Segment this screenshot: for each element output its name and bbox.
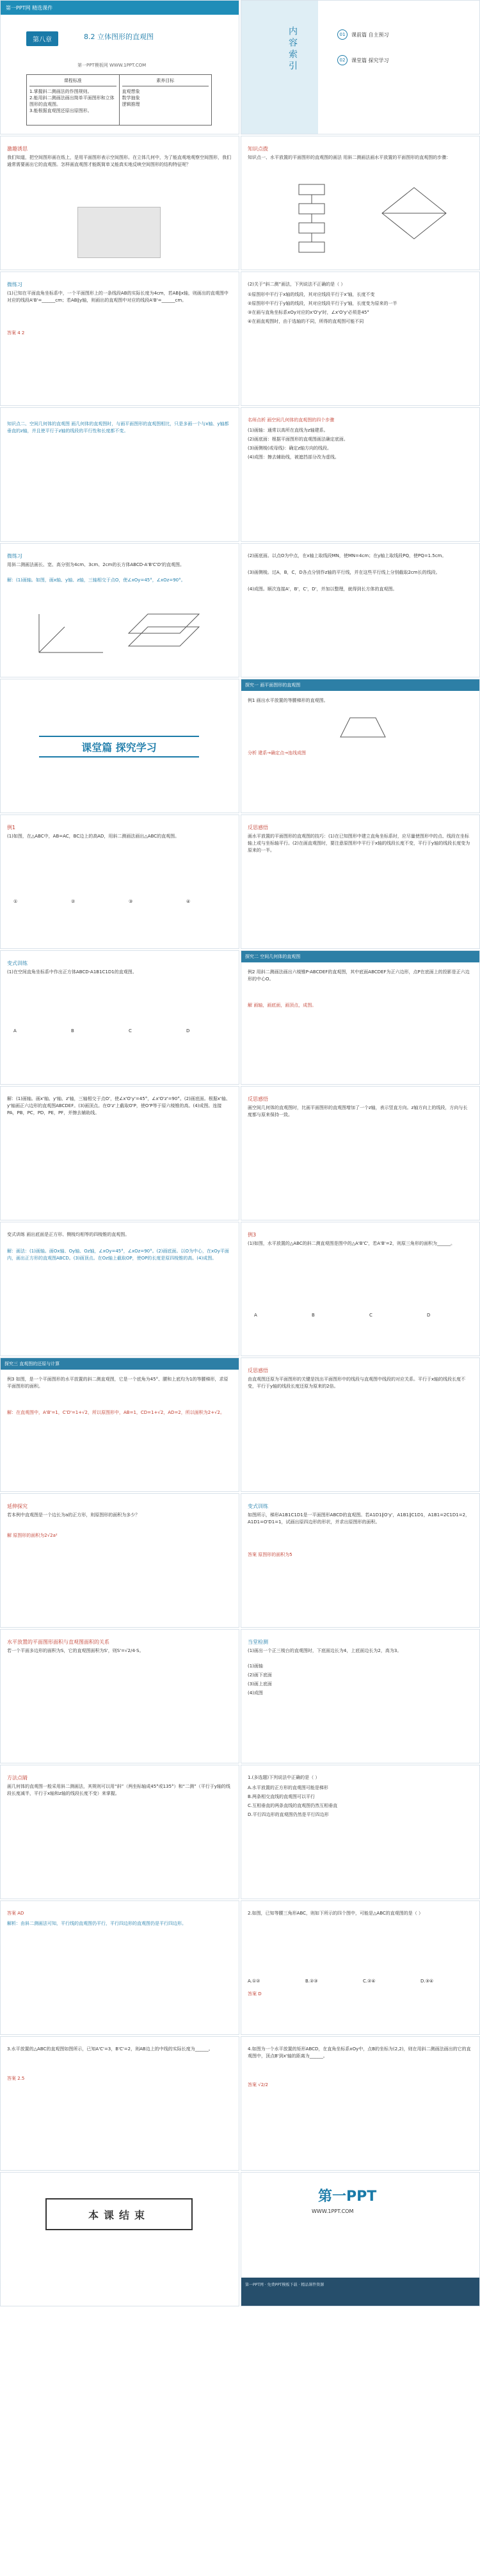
analysis-value: 建系→确定点→连线成图: [258, 750, 306, 756]
slide-text: 例2 用斜二测画法画出六棱锥P-ABCDEF的直观图，其中底面ABCDEF为正六边形，点P在底面上的投影是正六边形的中心O。: [248, 969, 470, 982]
slide-check: [241, 1629, 480, 1763]
slide-quiz-1: [241, 1765, 480, 1899]
toc-label: 课前篇 自主预习: [351, 31, 389, 38]
option: ④: [186, 899, 191, 904]
row-2: [0, 136, 480, 270]
option: D: [186, 1028, 190, 1033]
section-banner: 课堂篇 探究学习: [39, 736, 199, 757]
slide-label: 当堂检测: [248, 1639, 268, 1645]
option: B.两条相交直线的直观图可以平行: [248, 1794, 316, 1799]
analysis-label: 分析: [248, 750, 257, 756]
slide-text: 画空间几何体的直观图时，比画平面图形的直观图增加了一个z轴，表示竖直方向。z轴方向上的线段，方向与长度都与原来保持一致。: [248, 1105, 468, 1117]
slide-text: 3.水平放置的△ABC的直观图如图所示，已知A'C'=3，B'C'=2，则AB边上的中线的实际长度为______。: [7, 2046, 213, 2052]
ppt-url[interactable]: WWW.1PPT.COM: [312, 2208, 354, 2214]
option: ①原图形中平行于x轴的线段，其对应线段平行于x'轴，长度不变: [248, 292, 375, 297]
option: D.平行四边形的直观图仍然是平行四边形: [248, 1812, 329, 1817]
option: A.水平放置的正方形的直观图可能是梯形: [248, 1785, 328, 1790]
row-7: [0, 814, 480, 949]
slide-text: 解析：由斜二测画法可知，平行线的直观图仍平行，平行四边形的直观图仍是平行四边形。: [7, 1921, 186, 1926]
slide-text: 由直观图还原为平面图形的关键是找出平面图形中的线段与直观图中线段的对应关系。平行于x轴的线段长度不变，平行于y轴的线段长度还原为原来的2倍。: [248, 1377, 466, 1389]
slide-banner-classroom: [0, 679, 239, 813]
slide-variant-2: [0, 1222, 239, 1356]
option: ③: [129, 899, 133, 904]
step: (3)画上底面: [248, 1681, 272, 1687]
option: B: [71, 1028, 74, 1033]
row-8: [0, 950, 480, 1085]
answer-value: 原图形的面积为5: [258, 1552, 292, 1557]
row-12: [0, 1493, 480, 1628]
slide-sub: 解：(1)画轴。如图，画x轴、y轴、z轴，三轴相交于点O，使∠xOy=45°，∠xOz=90°。: [7, 578, 186, 583]
slide-quiz-4: [241, 2036, 480, 2171]
objective-item: 直观想象: [122, 89, 140, 94]
step: (3)画侧棱(或母线)：确定z轴方向的线段。: [248, 446, 332, 451]
slide-text: (1)如图，在△ABC中，AB=AC，BC边上的高AD，用斜二测画法画出△ABC的直观图。: [7, 834, 180, 839]
row-16: [0, 2036, 480, 2171]
option: C: [369, 1313, 372, 1318]
slide-label: 例1: [7, 825, 16, 830]
slide-motivation: [0, 136, 239, 270]
slide-area-relation: [0, 1629, 239, 1763]
answer: 解：在直观图中，A'B'=1，C'D'=1+√2，所以原图形中，AB=1，CD=1+√2，AD=2，所以面积为2+√2。: [7, 1410, 225, 1415]
answer: [7, 1910, 24, 1917]
photo-placeholder: [77, 207, 161, 258]
option: D: [427, 1313, 431, 1318]
slide-variant-1: [0, 950, 239, 1085]
slide-text: 知识点二、空间几何体的直观图 画几何体的直观图时，与画平面图形的直观图相比，只是多画一个与x轴、y轴都垂直的z轴，并且使平行于z轴的线段的平行性和长度都不变。: [7, 421, 229, 433]
answer-label: 答案: [248, 1991, 257, 1997]
slide-text: 知识点一、水平放置的平面图形的直观图的画法 用斜二测画法画水平放置的平面图形的直观图的步骤：: [248, 155, 451, 160]
answer-value: 原图形的面积为2√2a²: [13, 1533, 58, 1538]
answer: [248, 1991, 262, 1998]
slide-text: 画水平放置的平面图形的直观图的技巧：(1)在已知图形中建立直角坐标系时，应尽量使图形中的点、线段在坐标轴上或与坐标轴平行。(2)在画直观图时，要注意原图形中平行于x轴的线段长度不变，平行于y轴的线段长度变为原来的一半。: [248, 834, 470, 853]
slide-example-3: [241, 1222, 480, 1356]
chapter-tag: 第八章: [26, 31, 58, 46]
row-4: [0, 407, 480, 542]
option: ②原图形中平行于y轴的线段，其对应线段平行于y'轴，长度变为原来的一半: [248, 301, 397, 306]
slide-text: 我们知道，把空间图形画在纸上，是用平面图形表示空间图形。在立体几何中，为了能直观地观察空间图形，我们通常需要画出它的直观图。怎样画直观图才能既简单又能真实地反映空间图形的结构特征呢？: [7, 155, 231, 167]
row-13: [0, 1629, 480, 1763]
diamond-figure: [369, 181, 459, 258]
slide-label: 变式训练: [7, 960, 28, 966]
slide-extend: [0, 1493, 239, 1628]
option: A.①②: [248, 1979, 260, 1984]
slide-practice-1: [0, 271, 239, 406]
slide-solution-1: [0, 1086, 239, 1220]
section-header: 探究一 画平面图形的直观图: [241, 679, 479, 691]
option: ④在画直观图时，由于选轴的不同，所得的直观图可能不同: [248, 319, 364, 324]
slide-text: 解：(1)画轴。画x'轴、y'轴、z'轴，三轴相交于点O'，使∠x'O'y'=45°，∠x'O'z'=90°。(2)画底面。根据x'轴、y'轴画正六边形的直观图ABCDEF。(3)画顶点。在O'z'上截取O'P，使O'P等于原六棱锥的高。(4)成图。连接PA，PB，PC，PD，PE，PF，并擦去辅助线。: [7, 1096, 230, 1115]
slide-label: 延伸探究: [7, 1503, 28, 1509]
slide-method: [0, 1765, 239, 1899]
slide-quiz-2: [241, 1900, 480, 2035]
answer: [248, 2082, 268, 2089]
option: C: [129, 1028, 132, 1033]
option: C.②④: [363, 1979, 376, 1984]
option: ①: [13, 899, 18, 904]
step: (3)画侧棱。过A，B，C，D各点分别作z轴的平行线，并在这些平行线上分别截取2cm长的线段。: [248, 570, 440, 575]
slide-quiz-1-answer: [0, 1900, 239, 2035]
step: (2)画下底面: [248, 1673, 272, 1678]
brand-bar: 第一PPT网 精选课件: [1, 1, 239, 15]
slide-text: 4.如图为一个水平放置的矩形ABCD，在直角坐标系xOy中，点B的坐标为(2,2)，则在用斜二测画法画出的它的直观图中，顶点B'到x'轴的距离为______。: [248, 2046, 471, 2059]
answer-label: 解: [248, 1003, 252, 1008]
slide-practice-3: [0, 543, 239, 677]
answer-label: 答案: [7, 1911, 16, 1916]
option: D.③④: [420, 1979, 434, 1984]
toc-panel: [241, 1, 318, 134]
row-6: [0, 679, 480, 813]
flowchart-figure: [267, 181, 356, 258]
step: (4)成图: [248, 1690, 263, 1696]
slide-title-text: 8.2 立体图形的直观图: [84, 33, 154, 41]
toc-item-1[interactable]: [337, 29, 389, 40]
slide-label: 知识点拨: [248, 146, 268, 152]
slide-text: 例1 画出水平放置的等腰梯形的直观图。: [248, 698, 328, 703]
slide-label: 方法点睛: [7, 1775, 28, 1781]
row-15: [0, 1900, 480, 2035]
answer: [7, 1532, 58, 1539]
slide-example-1: [0, 814, 239, 949]
option: C.互相垂直的两条直线的直观图仍然互相垂直: [248, 1803, 338, 1808]
step: (4)成图。顺次连接A'，B'，C'，D'，并加以整理，就得到长方体的直观图。: [248, 587, 397, 592]
slide-text: 用斜二测画法画长、宽、高分别为4cm、3cm、2cm的长方体ABCD-A'B'C'D'的直观图。: [7, 562, 185, 567]
slide-steps-2: [241, 543, 480, 677]
row-10: [0, 1222, 480, 1356]
row-9: [0, 1086, 480, 1220]
option: ③在画与直角坐标系xOy对应的x'O'y'时，∠x'O'y'必须是45°: [248, 310, 369, 315]
slide-steps: [241, 407, 480, 542]
slide-label: 激趣诱思: [7, 146, 28, 152]
row-17: [0, 2172, 480, 2306]
slide-text: (1)在空间直角坐标系中作出正方体ABCD-A1B1C1D1的直观图。: [7, 969, 137, 975]
slide-text: (2)关于“斜二测”画法，下列说法不正确的是（ ）: [248, 282, 346, 287]
objectives-right: [120, 75, 212, 125]
slide-sub: 解：画法：(1)画轴。画Ox轴、Oy轴、Oz轴，∠xOy=45°，∠xOz=90°。(2)画底面。以O为中心，在xOy平面内，画出正方形的直观图ABCD。(3)画顶点。在Oz轴上截取OP，使OP的长度是原四棱锥的高。(4)成图。: [7, 1249, 229, 1261]
ppt-logo: 第一PPT: [318, 2189, 377, 2205]
objectives-right-header: 素养目标: [122, 77, 209, 86]
row-1: [0, 0, 480, 134]
slide-label: 反思感悟: [248, 1096, 268, 1102]
option: A: [254, 1313, 257, 1318]
slide-label: 变式训练: [248, 1503, 268, 1509]
objective-item: 3.能根据直观图还原出原图形。: [29, 108, 92, 113]
answer: [248, 1551, 292, 1559]
answer: [7, 330, 24, 337]
answer-value: 画轴，画底面，画顶点，成图。: [253, 1003, 317, 1008]
slide-text: (1)已知在平面直角坐标系中，一个平面图形上的一条线段AB的实际长度为4cm，若AB∥x轴，则画出的直观图中对应的线段A'B'=______cm；若AB∥y轴，则画出的直观图中对应的线段A'B'=______cm。: [7, 291, 228, 303]
answer-value: AD: [17, 1911, 24, 1916]
slide-text: (1)如图，水平放置的△ABC的斜二测直观图是图中的△A'B'C'，若A'B'=2，则原三角形的面积为______。: [248, 1241, 456, 1246]
answer-value: 2.5: [17, 2076, 25, 2081]
slide-reflect-1: [241, 814, 480, 949]
objective-item: 1.掌握斜二测画法的作图规则。: [29, 89, 92, 94]
slide-practice-2: [241, 271, 480, 406]
section-header: 探究二 空间几何体的直观图: [241, 951, 479, 962]
section-header: 探究三 直观图的还原与计算: [1, 1358, 239, 1370]
slide-text: 名师点析 画空间几何体的直观图的四个步骤: [248, 417, 335, 423]
trapezoid-figure: [337, 711, 388, 743]
brand-footer: 第一PPT网 · 免费PPT模板下载 · 精品课件资源: [241, 2278, 479, 2306]
slide-quiz-3: [0, 2036, 239, 2171]
row-5: [0, 543, 480, 677]
answer-label: 答案: [7, 330, 16, 336]
row-3: [0, 271, 480, 406]
slide-text: 画几何体的直观图一般采用斜二测画法，其规则可以用“斜”（两坐标轴成45°或135°）和“二测”（平行于y轴的线段长度减半，平行于x轴和z轴的线段长度不变）来掌握。: [7, 1784, 230, 1796]
slide-toc: [241, 0, 480, 134]
answer-label: 答案: [248, 1552, 257, 1557]
toc-item-2[interactable]: [337, 55, 389, 65]
slide-end: [0, 2172, 239, 2306]
step: (1)画轴：通常以高所在直线为z轴建系。: [248, 428, 328, 433]
slide-text: 若一个平面多边形的面积为S，它的直观图面积为S'，则S'=√2/4·S。: [7, 1648, 144, 1653]
answer-label: 解: [7, 1533, 12, 1538]
answer-label: 答案: [7, 2076, 16, 2081]
objectives-left-header: 课程标准: [29, 77, 116, 86]
option: ②: [71, 899, 76, 904]
answer-value: D: [258, 1991, 262, 1997]
slide-text: (1)画出一个正三棱台的直观图时，下底面边长为4，上底面边长为2，高为3。: [248, 1648, 402, 1653]
slide-reflect-3: [241, 1357, 480, 1492]
slide-knowledge-2: [0, 407, 239, 542]
objectives-table: [26, 74, 212, 126]
objective-item: 2.能用斜二测画法画出简单平面图形和立体图形的直观图。: [29, 95, 115, 107]
objective-item: 数学抽象: [122, 95, 140, 101]
objectives-left: [27, 75, 120, 125]
slide-label: 水平放置的平面图形面积与直观图面积的关系: [7, 1639, 109, 1645]
slide-reflect-2: [241, 1086, 480, 1220]
slide-explore-2: [241, 950, 480, 1085]
toc-num: 01: [337, 29, 348, 40]
slide-label: 反思感悟: [248, 825, 268, 830]
slide-text: 如图所示，梯形A1B1C1D1是一平面图形ABCD的直观图。若A1D1∥O'y'，A1B1∥C1D1，A1B1=2C1D1=2，A1D1=O'D1=1，试画出原四边形的形状，并求出原图形的面积。: [248, 1512, 470, 1525]
slide-label: 反思感悟: [248, 1368, 268, 1373]
slide-variant-3: [241, 1493, 480, 1628]
end-banner: 本课结束: [45, 2198, 193, 2230]
slide-label: 微练习: [7, 553, 22, 559]
row-11: [0, 1357, 480, 1492]
option: B: [312, 1313, 315, 1318]
step: (1)画轴: [248, 1664, 263, 1669]
answer-value: √2/2: [258, 2082, 268, 2087]
slide-title: [0, 0, 239, 134]
objective-item: 逻辑推理: [122, 102, 140, 107]
answer-value: 4 2: [17, 330, 25, 336]
answer: [7, 2075, 24, 2082]
answer: [248, 1002, 316, 1009]
slide-label: 例3: [248, 1232, 257, 1238]
slide-explore-3: [0, 1357, 239, 1492]
answer-label: 答案: [248, 2082, 257, 2087]
analysis: [248, 750, 306, 757]
slide-text: 1.(多选题)下列说法中正确的是（ ）: [248, 1775, 320, 1780]
toc-num: 02: [337, 55, 348, 65]
template-link[interactable]: 第一PPT模板网 WWW.1PPT.COM: [77, 63, 147, 68]
axis-figure: [26, 608, 205, 665]
slide-brand: [241, 2172, 480, 2306]
option: B.②③: [305, 1979, 318, 1984]
row-14: [0, 1765, 480, 1899]
step: (2)画底面：根据平面图形的直观图画法确定底面。: [248, 437, 348, 442]
slide-text: 若本例中直观图是一个边长为a的正方形，则原图形的面积为多少？: [7, 1512, 140, 1518]
option: A: [13, 1028, 17, 1033]
step: (2)画底面。以点O为中点，在x轴上取线段MN，使MN=4cm；在y轴上取线段PQ，使PQ=1.5cm。: [248, 553, 447, 558]
slide-text: 例3 如图，是一个平面图形的水平放置的斜二测直观图，它是一个底角为45°、腰和上底均为1的等腰梯形，求原平面图形的面积。: [7, 1377, 228, 1389]
slide-text: 2.如图，已知等腰三角形ABC，则如下所示的四个图中，可能是△ABC的直观图的是（ ）: [248, 1911, 423, 1916]
step: (4)成图：擦去辅助线，被遮挡部分改为虚线。: [248, 455, 339, 460]
slide-label: 微练习: [7, 282, 22, 288]
slide-knowledge-1: [241, 136, 480, 270]
slide-text: 变式训练 画出底面是正方形、侧棱均相等的四棱锥的直观图。: [7, 1232, 130, 1237]
toc-title: 内容索引: [287, 26, 298, 72]
toc-label: 课堂篇 探究学习: [351, 57, 389, 63]
slide-explore-1: [241, 679, 480, 813]
